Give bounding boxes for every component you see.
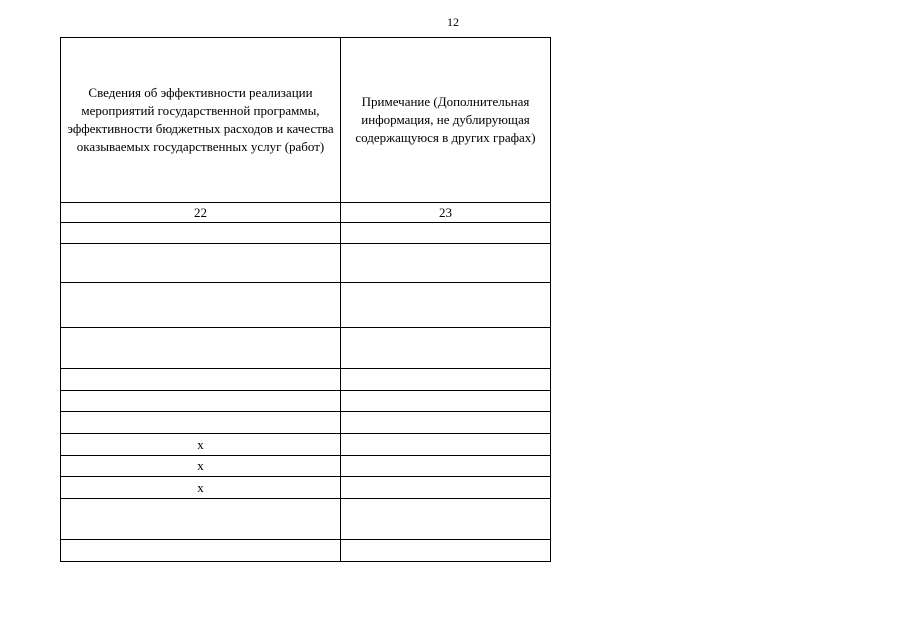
header-cell-note: Примечание (Дополнительная информация, не дублирующая содержащуюся в других графах) <box>341 38 551 203</box>
table-row <box>61 223 551 244</box>
table-row <box>61 456 551 477</box>
table-row <box>61 244 551 283</box>
table-cell <box>341 223 551 244</box>
table-cell <box>61 499 341 540</box>
table-cell <box>61 223 341 244</box>
table-row <box>61 283 551 328</box>
table-cell <box>341 477 551 499</box>
table-cell <box>341 499 551 540</box>
table-cell <box>61 369 341 391</box>
table-cell: x <box>61 477 341 499</box>
table-row <box>61 391 551 412</box>
table-cell <box>341 540 551 562</box>
table-cell <box>341 434 551 456</box>
table-row <box>61 499 551 540</box>
report-table <box>60 37 551 562</box>
table-cell <box>341 244 551 283</box>
table-cell <box>341 283 551 328</box>
table-row <box>61 412 551 434</box>
table-cell: x <box>61 434 341 456</box>
table-row <box>61 328 551 369</box>
table-cell <box>341 369 551 391</box>
header-row <box>61 38 551 203</box>
table-row <box>61 434 551 456</box>
column-number-row <box>61 203 551 223</box>
table-cell <box>61 328 341 369</box>
table-cell <box>341 328 551 369</box>
column-number-23: 23 <box>341 203 551 223</box>
table-cell <box>341 391 551 412</box>
table-cell <box>61 391 341 412</box>
table-row <box>61 477 551 499</box>
table-row <box>61 369 551 391</box>
header-cell-efficiency-info: Сведения об эффективности реализации мероприятий государственной программы, эффективности бюджетных расходов и качества оказываемых государственных услуг (работ) <box>61 38 341 203</box>
table-cell <box>341 456 551 477</box>
table-cell: x <box>61 456 341 477</box>
page-number: 12 <box>447 15 459 29</box>
table-row <box>61 540 551 562</box>
column-number-22: 22 <box>61 203 341 223</box>
table-cell <box>341 412 551 434</box>
table-cell <box>61 412 341 434</box>
table-cell <box>61 283 341 328</box>
table-cell <box>61 244 341 283</box>
table-cell <box>61 540 341 562</box>
